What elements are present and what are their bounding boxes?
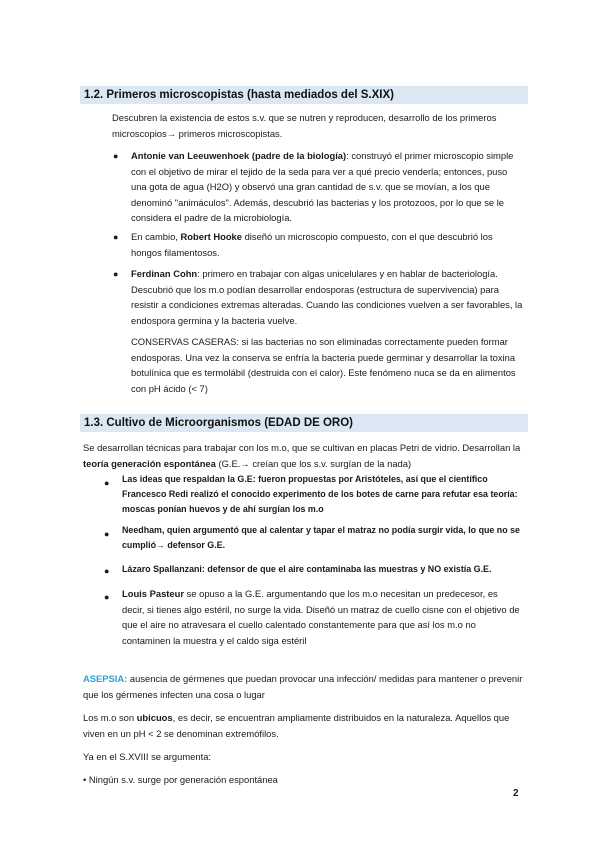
cultivo-intro-2: (G.E.→ creían que los s.v. surgían de la nada) bbox=[215, 457, 412, 469]
cohn-text: : primero en trabajar con algas unicelulares y en hablar de bacteriología. Descubrió que los m.o podían desarrollar endosporas (estructura de supervivencia) para resistir a condiciones extremas alteradas. Cuando las condiciones vuelven a ser favorables, la endospora germina y la bacteria vuelve. bbox=[131, 268, 523, 326]
hooke-pre: En cambio, bbox=[131, 231, 181, 242]
asepsia-label: ASEPSIA: bbox=[83, 673, 128, 684]
leeuwenhoek-text: : construyó el primer microscopio simple con el objetivo de mirar el tejido de la seda para ver a qué precio venderla; entonces, puso una gota de agua (H2O) y observó una gran cantidad de s.v. que se movían, a los que denominó "animáculos". Además, descubrió las bacterias y los protozoos, por lo que se le considera el padre de la microbiología. bbox=[131, 150, 514, 223]
ge-ideas-item: Las ideas que respaldan la G.E: fueron propuestas por Aristóteles, así que el científico Francesco Redi realizó el conocido experimento de los botes de carne para refutar esa teoría: moscas ponían huevos y de ahí surgían los m.o bbox=[122, 474, 518, 514]
sxviii-line: Ya en el S.XVIII se argumenta: bbox=[83, 751, 212, 762]
ubicuos-word: ubicuos bbox=[136, 712, 173, 723]
ubicuos-pre: Los m.o son bbox=[83, 712, 137, 723]
cultivo-intro-1: Se desarrollan técnicas para trabajar con los m.o, que se cultivan en placas Petri de vidrio. Desarrollan la bbox=[83, 442, 521, 453]
pasteur-paragraph bbox=[122, 586, 522, 648]
asepsia-text: ausencia de gérmenes que puedan provocar una infección/ medidas para mantener o prevenir que los gérmenes infecten una cosa o lugar bbox=[83, 673, 523, 700]
leeuwenhoek-name: Antonie van Leeuwenhoek (padre de la biología) bbox=[131, 150, 347, 161]
hooke-text: diseñó un microscopio compuesto, con el que descubrió los hongos filamentosos. bbox=[131, 231, 493, 258]
bullet-icon: ● bbox=[113, 269, 119, 279]
bullet-icon: ● bbox=[113, 232, 119, 242]
bullet-icon: ● bbox=[104, 592, 110, 602]
cultivo-intro bbox=[83, 440, 528, 471]
intro-paragraph: Descubren la existencia de estos s.v. que se nutren y reproducen, desarrollo de los primeros microscopios→ primeros microscopistas. bbox=[112, 112, 497, 139]
asepsia-paragraph bbox=[83, 671, 528, 702]
pasteur-text: se opuso a la G.E. argumentando que los m.o necesitan un predecesor, es decir, si tienes algo estéril, no surge la vida. Diseñó un matraz de cuello cisne con el objetivo de que el aire no atravesara el cuello calentado constantemente para que así los m.o no contaminen la muestra y el caldo siga estéril bbox=[122, 588, 520, 646]
hooke-paragraph bbox=[131, 229, 523, 260]
teoria-ge: teoría generación espontánea bbox=[83, 457, 216, 469]
ubicuos-paragraph bbox=[83, 710, 528, 741]
leeuwenhoek-paragraph bbox=[131, 148, 523, 226]
spallanzani-item: Lázaro Spallanzani: defensor de que el aire contaminaba las muestras y NO existía G.E. bbox=[122, 564, 492, 574]
bullet-icon: ● bbox=[104, 529, 110, 539]
section-heading-primeros-microscopistas: 1.2. Primeros microscopistas (hasta mediados del S.XIX) bbox=[80, 86, 528, 104]
needham-item: Needham, quien argumentó que al calentar y tapar el matraz no podía surgir vida, lo que no se cumplió→ defensor G.E. bbox=[122, 525, 520, 550]
last-bullet-line: • Ningún s.v. surge por generación espontánea bbox=[83, 774, 278, 785]
cohn-name: Ferdinan Cohn bbox=[131, 268, 198, 279]
bullet-icon: ● bbox=[104, 566, 110, 576]
hooke-name: Robert Hooke bbox=[180, 231, 242, 242]
bullet-icon: ● bbox=[104, 478, 110, 488]
conservas-paragraph: CONSERVAS CASERAS: si las bacterias no son eliminadas correctamente pueden formar endosporas. Una vez la conserva se enfría la bacteria puede germinar y desarrollar la toxina botulínica que es termolábil (destruida con el calor). Este fenómeno nuca se da en alimentos con pH ácido (< 7) bbox=[131, 336, 516, 394]
page-number: 2 bbox=[513, 788, 519, 799]
ubicuos-text: , es decir, se encuentran ampliamente distribuidos en la naturaleza. Aquellos que viven en un pH < 2 se denominan extremófilos. bbox=[83, 712, 510, 739]
section-heading-cultivo: 1.3. Cultivo de Microorganismos (EDAD DE ORO) bbox=[80, 414, 528, 432]
bullet-icon: ● bbox=[113, 151, 119, 161]
pasteur-name: Louis Pasteur bbox=[122, 588, 184, 599]
cohn-paragraph bbox=[131, 266, 523, 328]
